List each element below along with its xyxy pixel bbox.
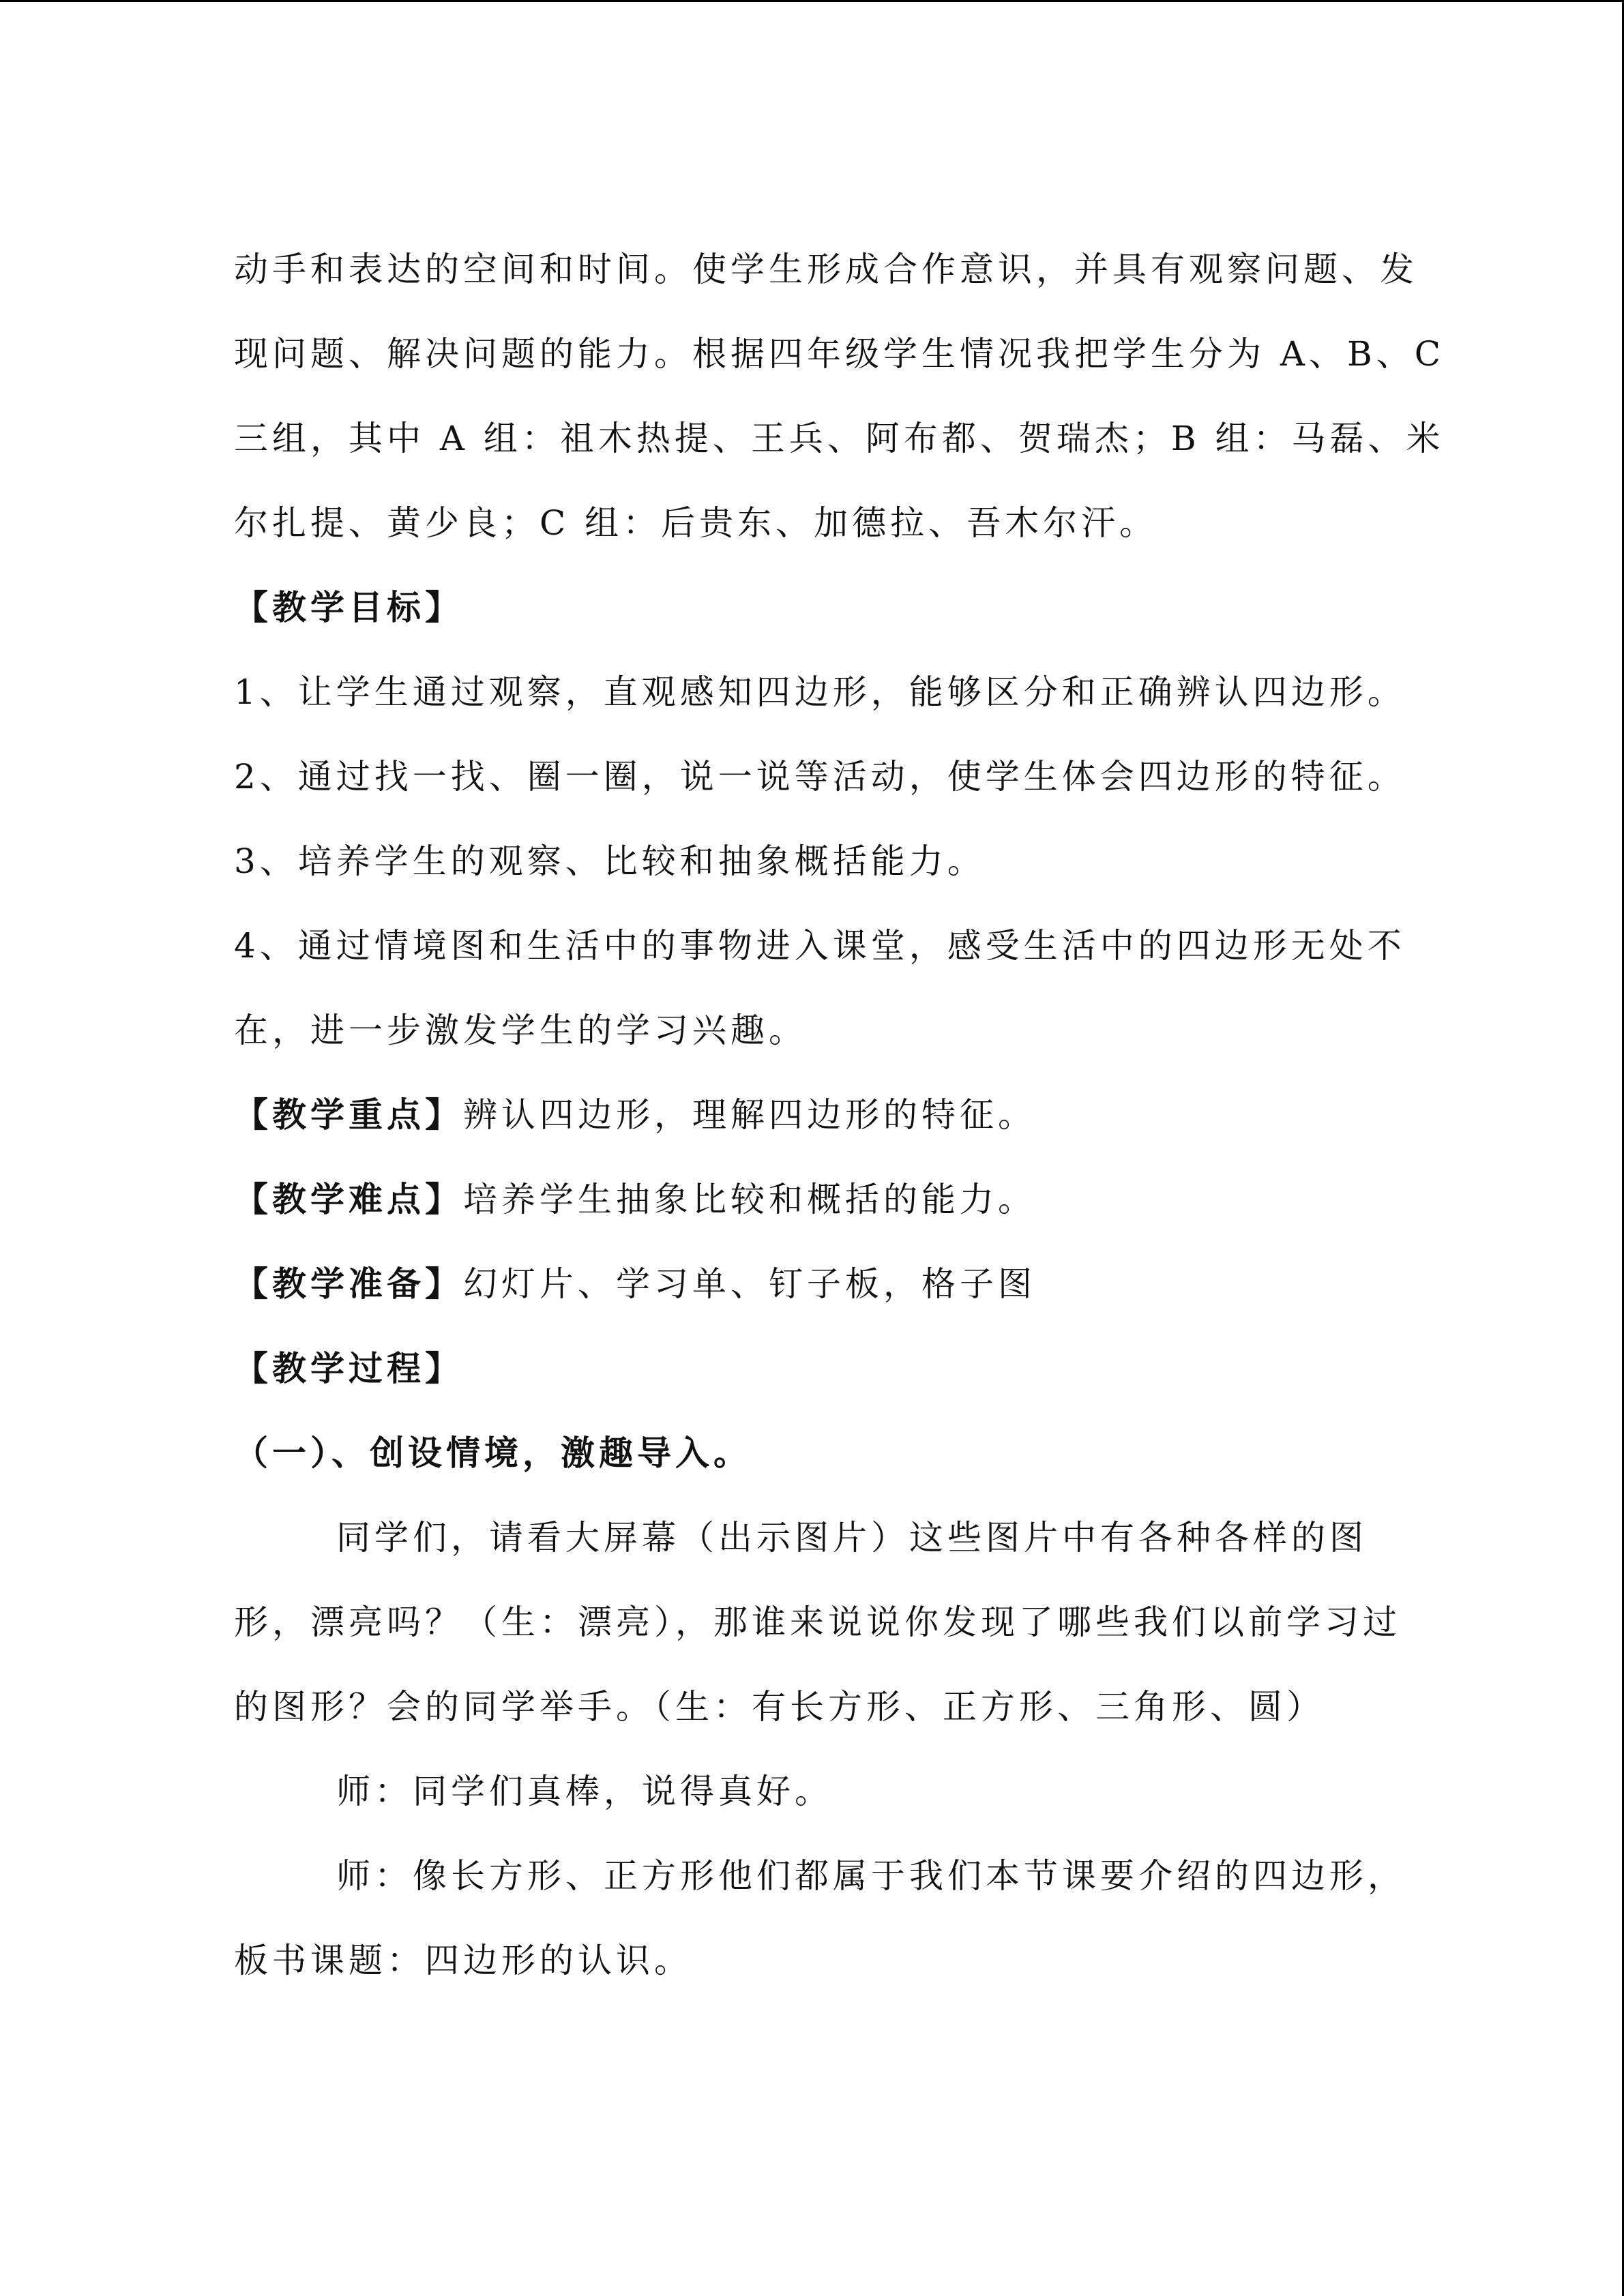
process-heading: 【教学过程】	[234, 1348, 463, 1388]
intro-line-1: 动手和表达的空间和时间。使学生形成合作意识，并具有观察问题、发	[234, 250, 1418, 289]
preparation-label: 【教学准备】	[234, 1264, 463, 1304]
process-para-1-line-3: 的图形？会的同学举手。（生：有长方形、正方形、三角形、圆）	[234, 1687, 1325, 1727]
key-point-row	[234, 1088, 1036, 1142]
page-top-border	[0, 0, 1624, 2]
objective-item-1: 1、让学生通过观察，直观感知四边形，能够区分和正确辨认四边形。	[234, 672, 1406, 712]
teacher-line-2-cont: 板书课题：四边形的认识。	[234, 1941, 692, 1980]
objective-item-4-cont: 在，进一步激发学生的学习兴趣。	[234, 1011, 807, 1050]
key-point-text: 辨认四边形，理解四边形的特征。	[463, 1095, 1036, 1135]
objective-item-4: 4、通过情境图和生活中的事物进入课堂，感受生活中的四边形无处不	[234, 926, 1406, 966]
intro-line-3: 三组，其中 A 组：祖木热提、王兵、阿布都、贺瑞杰；B 组：马磊、米	[234, 419, 1445, 458]
process-para-1-line-2: 形，漂亮吗？（生：漂亮），那谁来说说你发现了哪些我们以前学习过	[234, 1602, 1401, 1642]
objective-item-2: 2、通过找一找、圈一圈，说一说等活动，使学生体会四边形的特征。	[234, 757, 1406, 796]
difficulty-label: 【教学难点】	[234, 1179, 463, 1219]
section-title: （一）、创设情境，激趣导入。	[234, 1433, 752, 1473]
key-point-label: 【教学重点】	[234, 1094, 463, 1135]
teacher-line-1: 师：同学们真棒，说得真好。	[336, 1772, 833, 1811]
difficulty-text: 培养学生抽象比较和概括的能力。	[463, 1180, 1036, 1219]
teacher-line-2: 师：像长方形、正方形他们都属于我们本节课要介绍的四边形，	[336, 1856, 1406, 1896]
difficulty-row	[234, 1172, 1036, 1227]
intro-line-2: 现问题、解决问题的能力。根据四年级学生情况我把学生分为 A、B、C	[234, 334, 1445, 374]
preparation-row	[234, 1257, 1036, 1311]
intro-line-4: 尔扎提、黄少良；C 组：后贵东、加德拉、吾木尔汗。	[234, 503, 1158, 543]
objective-item-3: 3、培养学生的观察、比较和抽象概括能力。	[234, 841, 986, 881]
objectives-heading: 【教学目标】	[234, 587, 463, 627]
preparation-text: 幻灯片、学习单、钉子板，格子图	[463, 1264, 1036, 1304]
process-para-1-line-1: 同学们，请看大屏幕（出示图片）这些图片中有各种各样的图	[336, 1518, 1368, 1557]
